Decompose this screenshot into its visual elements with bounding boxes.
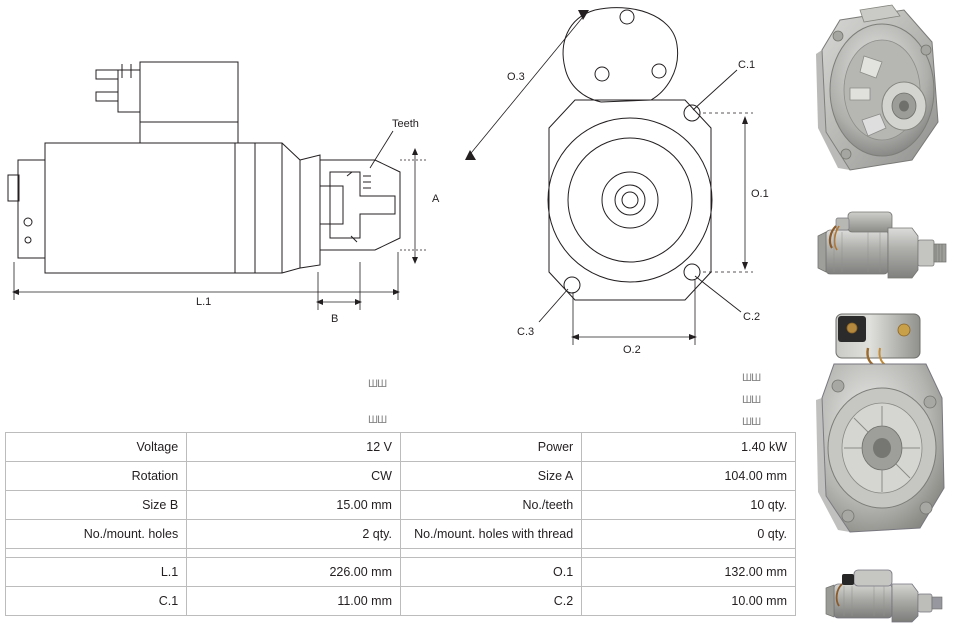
spec-key: C.2 — [400, 587, 581, 616]
table-row — [6, 520, 796, 549]
spec-value: 0 qty. — [582, 520, 796, 549]
label-o2: O.2 — [623, 344, 641, 356]
side-view-drawing — [0, 0, 460, 370]
spec-value: CW — [187, 462, 401, 491]
table-row — [6, 491, 796, 520]
label-c1: C.1 — [738, 59, 756, 71]
spec-value: 15.00 mm — [187, 491, 401, 520]
spec-key: Voltage — [6, 433, 187, 462]
spec-value: 104.00 mm — [582, 462, 796, 491]
spec-key: Size B — [6, 491, 187, 520]
spec-key: C.1 — [6, 587, 187, 616]
spec-value: 132.00 mm — [582, 558, 796, 587]
label-o1: O.1 — [751, 188, 769, 200]
spec-value: 10 qty. — [582, 491, 796, 520]
label-b: B — [331, 313, 339, 325]
table-row — [6, 433, 796, 462]
spec-key: Rotation — [6, 462, 187, 491]
table-spacer-row — [6, 549, 796, 558]
spec-value: 12 V — [187, 433, 401, 462]
watermark-4: ШШ — [742, 394, 761, 406]
spec-key: Power — [400, 433, 581, 462]
table-row — [6, 587, 796, 616]
watermark-3: ШШ — [742, 372, 761, 384]
starter-motor-rear-view-photo[interactable] — [808, 560, 954, 636]
spec-value: 10.00 mm — [582, 587, 796, 616]
product-photo-gallery — [808, 0, 954, 636]
spec-table-body — [6, 433, 796, 616]
label-c3: C.3 — [517, 326, 535, 338]
starter-motor-side-view-photo[interactable] — [808, 190, 954, 298]
starter-motor-front-angle-photo[interactable] — [808, 2, 954, 184]
label-a: A — [432, 193, 440, 205]
spec-key: O.1 — [400, 558, 581, 587]
label-l1: L.1 — [196, 296, 212, 308]
watermark-2: ШШ — [368, 414, 387, 426]
spec-key: No./teeth — [400, 491, 581, 520]
starter-motor-solenoid-top-photo[interactable] — [808, 302, 954, 556]
spec-value: 1.40 kW — [582, 433, 796, 462]
label-c2: C.2 — [743, 311, 761, 323]
table-row — [6, 558, 796, 587]
watermark-5: ШШ — [742, 416, 761, 428]
watermark-1: ШШ — [368, 378, 387, 390]
spec-key: No./mount. holes — [6, 520, 187, 549]
spec-key: No./mount. holes with thread — [400, 520, 581, 549]
specification-table — [5, 432, 796, 616]
front-view-drawing — [455, 0, 810, 370]
spec-value: 226.00 mm — [187, 558, 401, 587]
label-teeth: Teeth — [392, 118, 419, 130]
label-o3: O.3 — [507, 71, 525, 83]
table-row — [6, 462, 796, 491]
spec-value: 11.00 mm — [187, 587, 401, 616]
spec-key: L.1 — [6, 558, 187, 587]
spec-value: 2 qty. — [187, 520, 401, 549]
spec-key: Size A — [400, 462, 581, 491]
